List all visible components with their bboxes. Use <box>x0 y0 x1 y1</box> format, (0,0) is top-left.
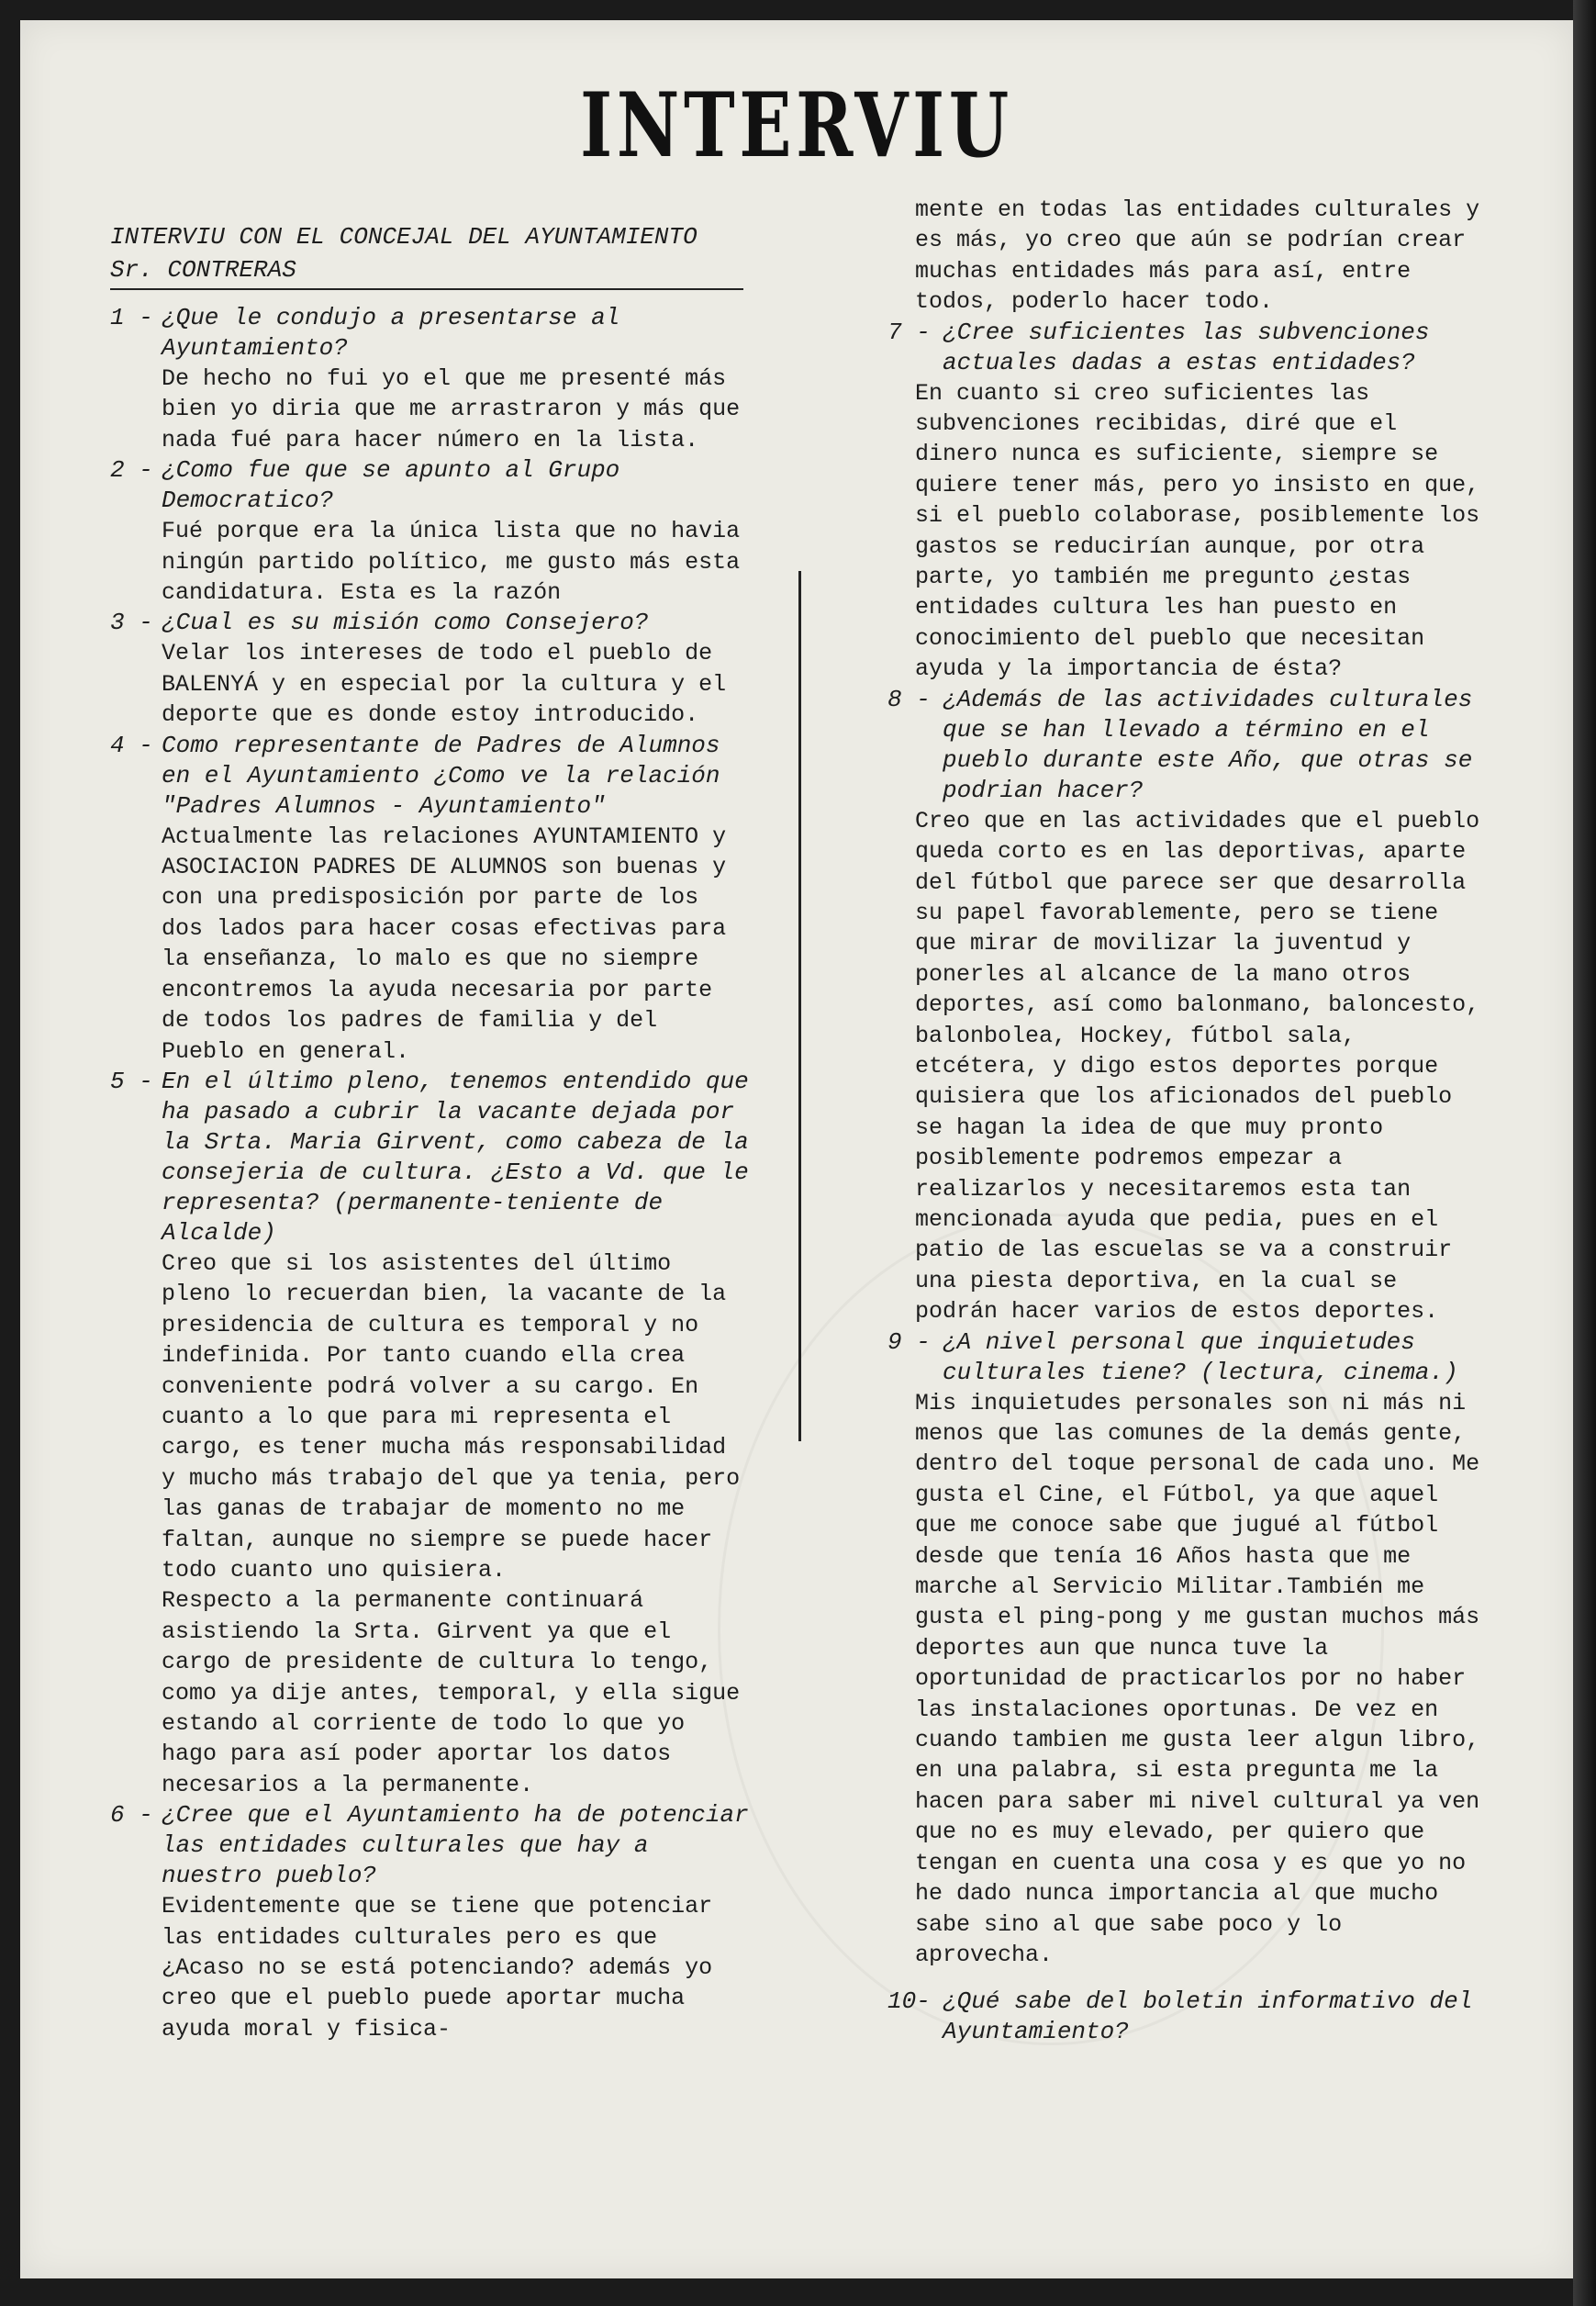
page-title: INTERVIU <box>580 73 1013 177</box>
question-text: ¿Además de las actividades culturales que se han llevado a término en el pueblo durante este Año, que otras se podrian hacer? <box>943 685 1473 804</box>
qa-item-6 <box>110 1800 753 2044</box>
answer-text: Creo que en las actividades que el pueblo queda corto es en las deportivas, aparte del fútbol que parece ser que desarrolla su papel favorablemente, pero se tiene que mirar de movilizar la juventud y ponerles al alcance de la mano otros deportes, así como balonmano, baloncesto, balonbolea, Hockey, fútbol sala, etcétera, y digo estos deportes porque quisiera que los aficionados del pueblo se hagan la idea de que muy pronto posiblemente podremos empezar a realizarlos y necesitaremos esta tan mencionada ayuda que pedia, pues en el patio de las escuelas se va a construir una piesta deportiva, en la cual se podrán hacer varios de estos deportes. <box>915 807 1480 1326</box>
qa-item-8 <box>887 685 1484 1327</box>
question-text: Como representante de Padres de Alumnos en el Ayuntamiento ¿Como ve la relación "Padres Alumnos - Ayuntamiento" <box>162 731 720 820</box>
question-number: 8 - <box>887 685 931 713</box>
question-number: 3 - <box>110 609 153 637</box>
question-number: 2 - <box>110 456 153 485</box>
answer-continuation: mente en todas las entidades culturales y es más, yo creo que aún se podrían crear muchas entidades más para así, entre todos, poderlo hacer todo. <box>915 196 1480 316</box>
qa-item-10 <box>887 1987 1484 2047</box>
qa-item-5 <box>110 1067 753 1800</box>
qa-item-9 <box>887 1327 1484 1971</box>
qa-item-7 <box>887 318 1484 685</box>
answer-text: De hecho no fui yo el que me presenté más bien yo diria que me arrastraron y más que nada fué para hacer número en la lista. <box>162 365 741 453</box>
right-column <box>887 195 1484 2047</box>
answer-text: Mis inquietudes personales son ni más ni menos que las comunes de la demás gente, dentro del toque personal de cada uno. Me gusta el Cine, el Fútbol, ya que aquel que me conoce sabe que jugué al fútbol desde que tenía 16 Años hasta que me marche al Servicio Militar.También me gusta el ping-pong y me gustan muchos más deportes aun que nunca tuve la oportunidad de practicarlos por no haber las instalaciones oportunas. De vez en cuando tambien me gusta leer algun libro, en una palabra, si esta pregunta me la hacen para saber mi nivel cultural ya ven que no es muy elevado, per quiero que tengan en cuenta una cosa y es que yo no he dado nunca importancia al que mucho sabe sino al que sabe poco y lo aprovecha. <box>915 1389 1480 1968</box>
column-divider-lower <box>798 762 801 1441</box>
page-edge-shadow <box>1573 0 1596 2306</box>
answer-text: Creo que si los asistentes del último pleno lo recuerdan bien, la vacante de la presidencia de cultura es temporal y no indefinida. Por tanto cuando ella crea conveniente podrá volver a su cargo. En cuanto a lo que para mi representa el cargo, es tener mucha más responsabilidad y mucho más trabajo del que ya tenia, pero las ganas de trabajar de momento no me faltan, aunque no siempre se puede hacer todo cuanto uno quisiera. <box>162 1249 741 1584</box>
qa-item-1 <box>110 303 753 455</box>
question-number: 1 - <box>110 304 153 331</box>
answer-text-continued: Respecto a la permanente continuará asistiendo la Srta. Girvent ya que el cargo de presidente de cultura lo tengo, como ya dije antes, temporal, y ella sigue estando al corriente de todo lo que yo hago para así poder aportar los datos necesarios a la permanente. <box>162 1587 741 1798</box>
question-text: ¿Que le condujo a presentarse al Ayuntamiento? <box>162 304 620 362</box>
question-text: ¿Como fue que se apunto al Grupo Democratico? <box>162 456 620 515</box>
question-number: 9 - <box>887 1327 931 1356</box>
question-text: En el último pleno, tenemos entendido que ha pasado a cubrir la vacante dejada por la Srta. Maria Girvent, como cabeza de la consejeria de cultura. ¿Esto a Vd. que le representa? (permanente-teniente de Alcalde) <box>162 1067 749 1247</box>
answer-text: Velar los intereses de todo el pueblo de BALENYÁ y en especial por la cultura y el deporte que es donde estoy introducido. <box>162 640 727 729</box>
qa-item-3 <box>110 608 753 730</box>
interview-heading: INTERVIU CON EL CONCEJAL DEL AYUNTAMIENTO Sr. CONTRERAS <box>110 220 743 290</box>
qa-item-4 <box>110 731 753 1067</box>
question-text: ¿Cual es su misión como Consejero? <box>162 609 649 637</box>
question-text: ¿Qué sabe del boletin informativo del Ayuntamiento? <box>943 1987 1473 2046</box>
document-page <box>20 20 1573 2278</box>
question-number: 4 - <box>110 731 153 759</box>
answer-text: Fué porque era la única lista que no havia ningún partido político, me gusto más esta candidatura. Esta es la razón <box>162 518 741 607</box>
answer-text: En cuanto si creo suficientes las subvenciones recibidas, diré que el dinero nunca es suficiente, siempre se quiere tener más, pero yo insisto en que, si el pueblo colaborase, posiblemente los gastos se reducirían aunque, por otra parte, yo también me pregunto ¿estas entidades cultura les han puesto en conocimiento del pueblo que necesitan ayuda y la importancia de ésta? <box>915 379 1480 683</box>
question-number: 6 - <box>110 1801 153 1830</box>
question-text: ¿Cree suficientes las subvenciones actuales dadas a estas entidades? <box>943 318 1430 376</box>
answer-text: Actualmente las relaciones AYUNTAMIENTO y ASOCIACION PADRES DE ALUMNOS son buenas y con una predisposición por parte de los dos lados para hacer cosas efectivas para la enseñanza, lo malo es que no siempre encontremos la ayuda necesaria por parte de todos los padres de familia y del Pueblo en general. <box>162 823 727 1065</box>
column-divider-upper <box>798 571 801 764</box>
question-number: 10- <box>887 1987 931 2016</box>
question-text: ¿Cree que el Ayuntamiento ha de potenciar las entidades culturales que hay a nuestro pueblo? <box>162 1801 749 1890</box>
answer-text: Evidentemente que se tiene que potenciar las entidades culturales pero es que ¿Acaso no se está potenciando? además yo creo que el pueblo puede aportar mucha ayuda moral y fisica- <box>162 1893 713 2043</box>
qa-item-2 <box>110 455 753 608</box>
left-column <box>110 220 753 2044</box>
question-number: 5 - <box>110 1067 153 1095</box>
question-text: ¿A nivel personal que inquietudes culturales tiene? (lectura, cinema.) <box>943 1327 1458 1386</box>
question-number: 7 - <box>887 318 931 346</box>
